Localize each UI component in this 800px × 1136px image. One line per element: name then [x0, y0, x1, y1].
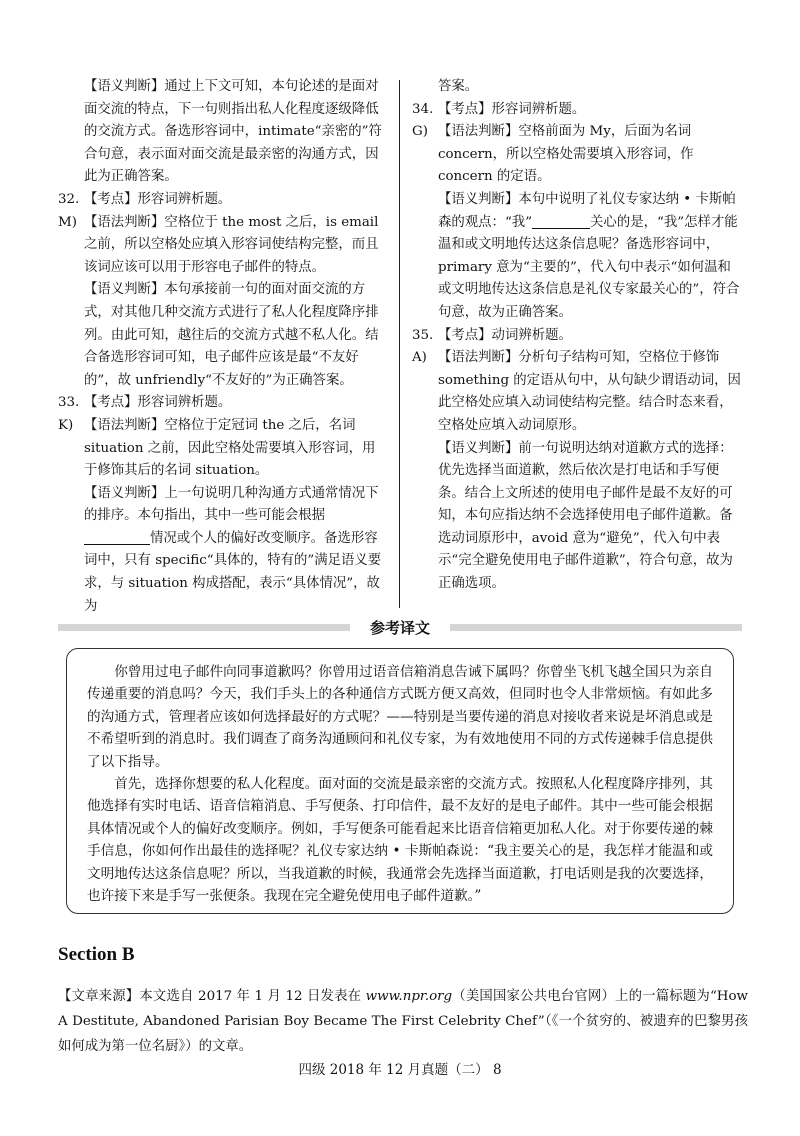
article-source-url: www.npr.org: [365, 989, 453, 1004]
entry-34-answer-letter: G): [412, 124, 428, 140]
translation-box: [66, 648, 734, 914]
article-source: [58, 984, 748, 1059]
translation-paragraph-1: 你曾用过电子邮件向同事道歉吗？你曾用过语音信箱消息告诫下属吗？你曾坐飞机飞越全国只为亲自传递重要的消息吗？今天，我们手头上的各种通信方式既方便又高效，但同时也令人非常烦恼。有如此多的沟通方式，管理者应该如何选择最好的方式呢？——特别是当要传递的消息对接收者来说是坏消息或是不希望听到的消息时。我们调查了商务沟通顾问和礼仪专家，为有效地使用不同的方式传递棘手信息提供了以下指导。: [87, 664, 713, 770]
column-divider: [399, 80, 400, 608]
right-column: [412, 76, 742, 596]
entry-33-point: [58, 392, 388, 415]
entry-33-semantic-text: [58, 483, 388, 619]
entry-35-point: [412, 325, 742, 348]
entry-32-number: 32.: [58, 191, 80, 207]
article-source-part2: （美国国家公共电台官网）上的一篇标题为“How A Destitute, Abandoned Parisian Boy Became The First Celebrity Chef”（《一个贫穷的、被遗弃的巴黎男孩如何成为第一位名厨》）的文章。: [58, 989, 749, 1054]
entry-33-answer-letter: K): [58, 417, 74, 433]
entry-32-grammar: [58, 212, 388, 280]
entry-34-number: 34.: [412, 101, 434, 117]
entry-32-answer-letter: M): [58, 214, 77, 230]
entry-32-point-text: 【考点】形容词辨析题。: [84, 191, 232, 207]
entry-35-semantic-text: 【语义判断】前一句说明达纳对道歉方式的选择：优先选择当面道歉，然后依次是打电话和手写便条。结合上文所述的使用电子邮件是最不友好的可知，本句应指达纳不会选择使用电子邮件道歉。备选动词原形中，avoid 意为“避免”，代入句中表示“完全避免使用电子邮件道歉”，符合句意，故为正确选项。: [438, 440, 733, 592]
entry-34-grammar: [412, 121, 742, 189]
section-title: 参考译文: [350, 616, 450, 640]
section-b-heading: Section B: [58, 944, 135, 965]
entry-31-semantic: [58, 76, 388, 189]
entry-35-grammar-text: 【语法判断】分析句子结构可知，空格位于修饰 something 的定语从句中，从句缺少谓语动词，因此空格处应填入动词使结构完整。结合时态来看，空格处应填入动词原形。: [438, 350, 741, 433]
entry-31-semantic-text: 【语义判断】通过上下文可知，本句论述的是面对面交流的特点，下一句则指出私人化程度逐级降低的交流方式。备选形容词中，intimate“亲密的”符合句意，表示面对面交流是最亲密的沟通方式，因此为正确答案。: [84, 79, 382, 185]
entry-35-answer-letter: A): [412, 350, 427, 366]
answer-blank: [84, 530, 150, 545]
entry-33-semantic: [58, 483, 388, 619]
entry-35-point-text: 【考点】动词辨析题。: [438, 327, 572, 343]
entry-33-point-text: 【考点】形容词辨析题。: [84, 395, 232, 411]
left-column: [58, 76, 388, 618]
entry-34-grammar-text: 【语法判断】空格前面为 My，后面为名词 concern，所以空格处需要填入形容词，作 concern 的定语。: [438, 124, 694, 185]
answer-blank: [532, 214, 590, 229]
article-source-part1: 【文章来源】本文选自 2017 年 1 月 12 日发表在: [58, 989, 366, 1004]
entry-35-number: 35.: [412, 327, 434, 343]
entry-34-semantic-part1: 【语义判断】本句中说明了礼仪专家达纳 • 卡斯帕森的观点：“我”: [438, 191, 736, 230]
translation-paragraph-2: 首先，选择你想要的私人化程度。面对面的交流是最亲密的交流方式。按照私人化程度降序排列，其他选择有实时电话、语音信箱消息、手写便条、打印信件，最不友好的是电子邮件。其中一些可能会根据具体情况或个人的偏好改变顺序。例如，手写便条可能看起来比语音信箱更加私人化。对于你要传递的棘手信息，你如何作出最佳的选择呢？礼仪专家达纳 • 卡斯帕森说：“我主要关心的是，我怎样才能温和或文明地传达这条信息呢？所以，当我道歉的时候，我通常会先选择当面道歉，打电话则是我的次要选择，也许接下来是手写一张便条。我现在完全避免使用电子邮件道歉。”: [87, 776, 713, 905]
entry-34-point-text: 【考点】形容词辨析题。: [438, 101, 586, 117]
entry-33-grammar-text: 【语法判断】空格位于定冠词 the 之后，名词 situation 之前，因此空格处需要填入形容词，用于修饰其后的名词 situation。: [84, 417, 376, 479]
entry-34-point: [412, 99, 742, 122]
entry-32-point: [58, 189, 388, 212]
entry-33-semantic-part2: 情况或个人的偏好改变顺序。备选形容词中，只有 specific“具体的，特有的”满足语义要求，与 situation 构成搭配，表示“具体情况”，故为: [84, 530, 382, 614]
entry-32-semantic: [58, 279, 388, 392]
entry-35-semantic: [412, 438, 742, 596]
entry-32-grammar-text: 【语法判断】空格位于 the most 之后，is email 之前，所以空格处应填入形容词使结构完整，而且该词应该可以用于形容电子邮件的特点。: [84, 214, 379, 275]
entry-32-semantic-text: 【语义判断】本句承接前一句的面对面交流的方式，对其他几种交流方式进行了私人化程度降序排列。由此可知，越往后的交流方式越不私人化。结合备选形容词可知，电子邮件应该是最“不友好的”，故 unfriendly“不友好的”为正确答案。: [84, 282, 379, 388]
entry-33-grammar: [58, 415, 388, 483]
entry-33-semantic-part1: 【语义判断】上一句说明几种沟通方式通常情况下的排序。本句指出，其中一些可能会根据: [84, 485, 379, 524]
entry-34-semantic: [412, 189, 742, 325]
entry-34-semantic-text: [412, 189, 742, 325]
page-footer: 四级 2018 年 12 月真题（二） 8: [298, 1062, 502, 1078]
section-band: [58, 618, 742, 638]
entry-33-number: 33.: [58, 395, 80, 411]
entry-33-continued: [412, 76, 742, 99]
entry-33-continued-text: 答案。: [438, 79, 479, 94]
entry-35-grammar: [412, 347, 742, 437]
entry-34-semantic-part2: 关心的是，“我”怎样才能温和或文明地传达这条信息呢？备选形容词中，primary 意为“主要的”，代入句中表示“如何温和或文明地传达这条信息是礼仪专家最关心的”，符合句意，故为正确答案。: [438, 214, 740, 320]
